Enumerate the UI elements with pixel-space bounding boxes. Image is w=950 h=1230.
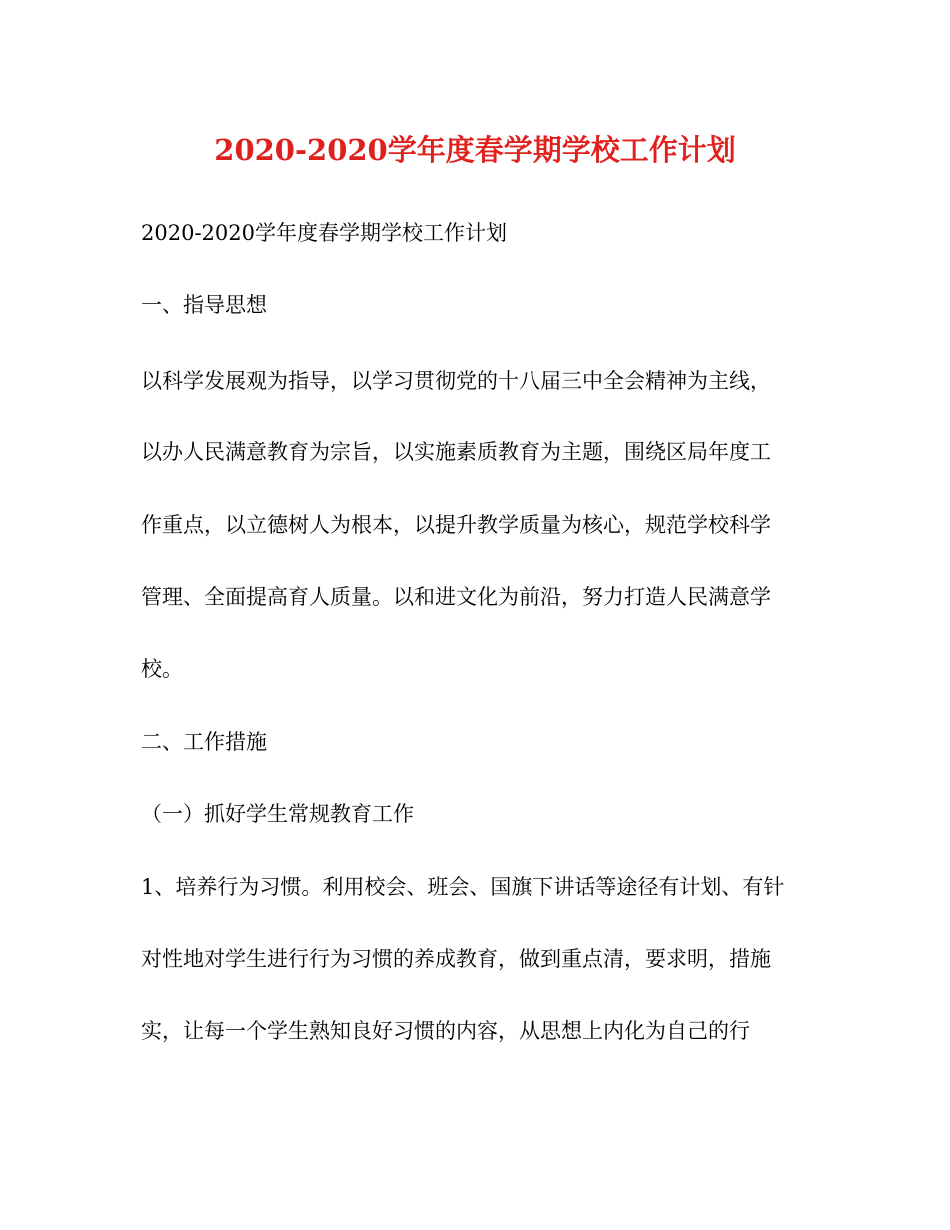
- document-title: 2020-2020学年度春学期学校工作计划: [214, 133, 736, 167]
- paragraph-line: 以科学发展观为指导，以学习贯彻党的十八届三中全会精神为主线，: [141, 369, 771, 393]
- subsection-heading: （一）抓好学生常规教育工作: [141, 802, 414, 826]
- paragraph-line: 对性地对学生进行行为习惯的养成教育，做到重点清，要求明，措施: [141, 947, 771, 971]
- paragraph-line: 作重点，以立德树人为根本，以提升教学质量为核心，规范学校科学: [141, 513, 771, 537]
- paragraph-line: 校。: [141, 657, 183, 681]
- paragraph-line: 实，让每一个学生熟知良好习惯的内容，从思想上内化为自己的行: [141, 1019, 750, 1043]
- paragraph-line: 管理、全面提高育人质量。以和进文化为前沿，努力打造人民满意学: [141, 585, 771, 609]
- paragraph-line: 以办人民满意教育为宗旨，以实施素质教育为主题，围绕区局年度工: [141, 440, 771, 464]
- document-subtitle: 2020-2020学年度春学期学校工作计划: [141, 221, 507, 245]
- section-heading-guiding-ideology: 一、指导思想: [141, 293, 267, 317]
- section-heading-work-measures: 二、工作措施: [141, 730, 267, 754]
- paragraph-line: 1、培养行为习惯。利用校会、班会、国旗下讲话等途径有计划、有针: [141, 875, 785, 899]
